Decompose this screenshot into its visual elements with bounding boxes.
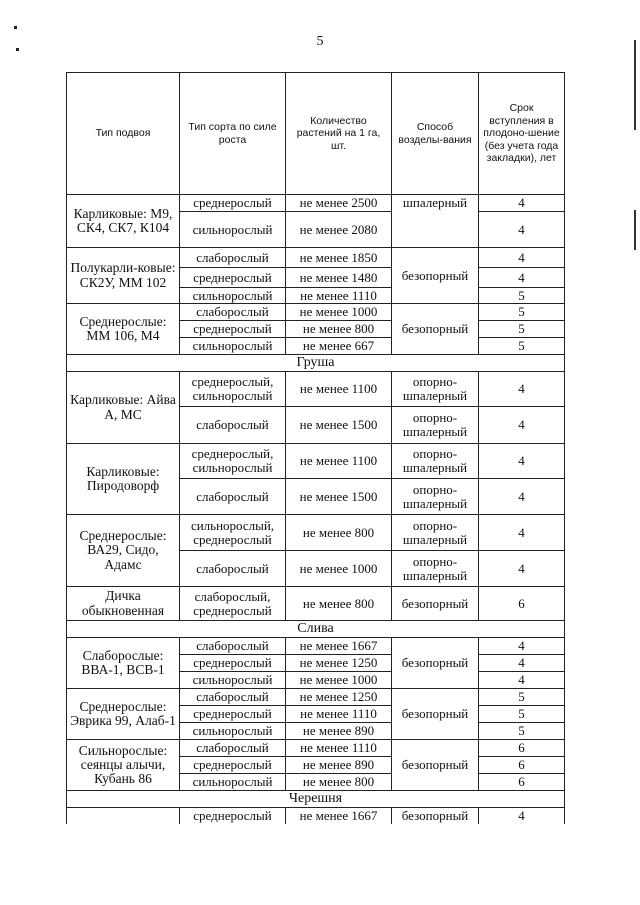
density-cell: не менее 2080 (286, 212, 392, 248)
section-row (67, 355, 565, 372)
term-cell: 5 (479, 321, 565, 338)
method-cell: опорно-шпалерный (392, 444, 479, 479)
rootstock-cell: Среднерослые: Эврика 99, Алаб-1 (67, 689, 180, 740)
cultivar-cell: сильнорослый, среднерослый (180, 515, 286, 551)
table-row (67, 444, 565, 479)
term-cell: 4 (479, 515, 565, 551)
method-cell: безопорный (392, 740, 479, 791)
term-cell: 6 (479, 774, 565, 791)
cultivar-cell: среднерослый, сильнорослый (180, 372, 286, 407)
term-cell: 5 (479, 288, 565, 304)
term-cell: 6 (479, 587, 565, 621)
term-cell: 5 (479, 723, 565, 740)
cultivar-cell: среднерослый (180, 706, 286, 723)
table-row (67, 638, 565, 655)
density-cell: не менее 890 (286, 757, 392, 774)
term-cell: 4 (479, 444, 565, 479)
density-cell: не менее 1500 (286, 479, 392, 515)
term-cell: 4 (479, 638, 565, 655)
term-cell: 4 (479, 372, 565, 407)
section-title-plum: Слива (67, 621, 565, 638)
header-cultivar: Тип сорта по силе роста (180, 73, 286, 195)
density-cell: не менее 1110 (286, 740, 392, 757)
density-cell: не менее 800 (286, 774, 392, 791)
density-cell: не менее 1250 (286, 655, 392, 672)
density-cell: не менее 1110 (286, 288, 392, 304)
term-cell: 4 (479, 248, 565, 268)
page-number: 5 (316, 34, 324, 49)
table-row (67, 248, 565, 268)
rootstock-cell: Дичка обыкновенная (67, 587, 180, 621)
cultivar-cell: сильнорослый (180, 338, 286, 355)
table-row (67, 808, 565, 824)
cultivar-cell: слаборослый (180, 638, 286, 655)
cultivar-cell: среднерослый (180, 321, 286, 338)
term-cell: 5 (479, 706, 565, 723)
density-cell: не менее 890 (286, 723, 392, 740)
term-cell: 6 (479, 757, 565, 774)
cultivar-cell: слаборослый (180, 407, 286, 444)
density-cell: не менее 1850 (286, 248, 392, 268)
method-cell: опорно-шпалерный (392, 551, 479, 587)
orchard-planting-table (66, 72, 565, 824)
rootstock-cell: Среднерослые: ВА29, Сидо, Адамс (67, 515, 180, 587)
cultivar-cell: слаборослый (180, 551, 286, 587)
term-cell: 6 (479, 740, 565, 757)
cultivar-cell: среднерослый (180, 655, 286, 672)
scan-speck (16, 48, 19, 51)
method-cell: опорно-шпалерный (392, 479, 479, 515)
density-cell: не менее 2500 (286, 195, 392, 212)
density-cell: не менее 667 (286, 338, 392, 355)
density-cell: не менее 800 (286, 587, 392, 621)
rootstock-cell: Карликовые: Айва А, МС (67, 372, 180, 444)
table-row (67, 740, 565, 757)
method-cell: безопорный (392, 808, 479, 824)
cultivar-cell: среднерослый (180, 757, 286, 774)
term-cell: 4 (479, 808, 565, 824)
density-cell: не менее 1110 (286, 706, 392, 723)
cultivar-cell: среднерослый (180, 195, 286, 212)
density-cell: не менее 1100 (286, 444, 392, 479)
term-cell: 4 (479, 268, 565, 288)
table-row (67, 372, 565, 407)
scan-edge-line (634, 210, 636, 250)
table-row (67, 304, 565, 321)
rootstock-cell: Слаборослые: ВВА-1, ВСВ-1 (67, 638, 180, 689)
density-cell: не менее 1000 (286, 551, 392, 587)
cultivar-cell: среднерослый, сильнорослый (180, 444, 286, 479)
cultivar-cell: сильнорослый (180, 212, 286, 248)
term-cell: 5 (479, 338, 565, 355)
term-cell: 4 (479, 655, 565, 672)
table-header-row (67, 73, 565, 195)
density-cell: не менее 1000 (286, 672, 392, 689)
density-cell: не менее 1667 (286, 808, 392, 824)
term-cell: 4 (479, 551, 565, 587)
method-cell: безопорный (392, 304, 479, 355)
method-cell: безопорный (392, 689, 479, 740)
cultivar-cell: сильнорослый (180, 288, 286, 304)
density-cell: не менее 1480 (286, 268, 392, 288)
scan-edge-line (634, 40, 636, 130)
term-cell: 5 (479, 689, 565, 706)
density-cell: не менее 1250 (286, 689, 392, 706)
cultivar-cell: слаборослый (180, 479, 286, 515)
header-density: Количество растений на 1 га, шт. (286, 73, 392, 195)
rootstock-cell (67, 808, 180, 824)
term-cell: 4 (479, 407, 565, 444)
table-row (67, 587, 565, 621)
header-method: Способ возделы-вания (392, 73, 479, 195)
method-cell: безопорный (392, 587, 479, 621)
section-row (67, 791, 565, 808)
cultivar-cell: сильнорослый (180, 672, 286, 689)
term-cell: 4 (479, 212, 565, 248)
header-rootstock: Тип подвоя (67, 73, 180, 195)
term-cell: 4 (479, 672, 565, 689)
table-row (67, 195, 565, 212)
table-row (67, 689, 565, 706)
method-cell: безопорный (392, 638, 479, 689)
term-cell: 5 (479, 304, 565, 321)
term-cell: 4 (479, 479, 565, 515)
cultivar-cell: слаборослый (180, 304, 286, 321)
method-cell: шпалерный (392, 195, 479, 248)
method-cell: опорно-шпалерный (392, 372, 479, 407)
section-row (67, 621, 565, 638)
method-cell: опорно-шпалерный (392, 407, 479, 444)
table-row (67, 515, 565, 551)
cultivar-cell: слаборослый, среднерослый (180, 587, 286, 621)
cultivar-cell: слаборослый (180, 740, 286, 757)
section-title-cherry: Черешня (67, 791, 565, 808)
method-cell: безопорный (392, 248, 479, 304)
cultivar-cell: слаборослый (180, 248, 286, 268)
density-cell: не менее 1100 (286, 372, 392, 407)
rootstock-cell: Карликовые: М9, СК4, СК7, К104 (67, 195, 180, 248)
density-cell: не менее 1000 (286, 304, 392, 321)
density-cell: не менее 800 (286, 515, 392, 551)
term-cell: 4 (479, 195, 565, 212)
cultivar-cell: среднерослый (180, 268, 286, 288)
rootstock-cell: Сильнорослые: сеянцы алычи, Кубань 86 (67, 740, 180, 791)
rootstock-cell: Среднерослые: ММ 106, М4 (67, 304, 180, 355)
cultivar-cell: сильнорослый (180, 723, 286, 740)
method-cell: опорно-шпалерный (392, 515, 479, 551)
header-term: Срок вступления в плодоно-шение (без учета года закладки), лет (479, 73, 565, 195)
rootstock-cell: Полукарли-ковые: СК2У, ММ 102 (67, 248, 180, 304)
section-title-pear: Груша (67, 355, 565, 372)
density-cell: не менее 1667 (286, 638, 392, 655)
density-cell: не менее 1500 (286, 407, 392, 444)
density-cell: не менее 800 (286, 321, 392, 338)
cultivar-cell: сильнорослый (180, 774, 286, 791)
rootstock-cell: Карликовые: Пиродоворф (67, 444, 180, 515)
cultivar-cell: слаборослый (180, 689, 286, 706)
cultivar-cell: среднерослый (180, 808, 286, 824)
scan-speck (14, 26, 17, 29)
